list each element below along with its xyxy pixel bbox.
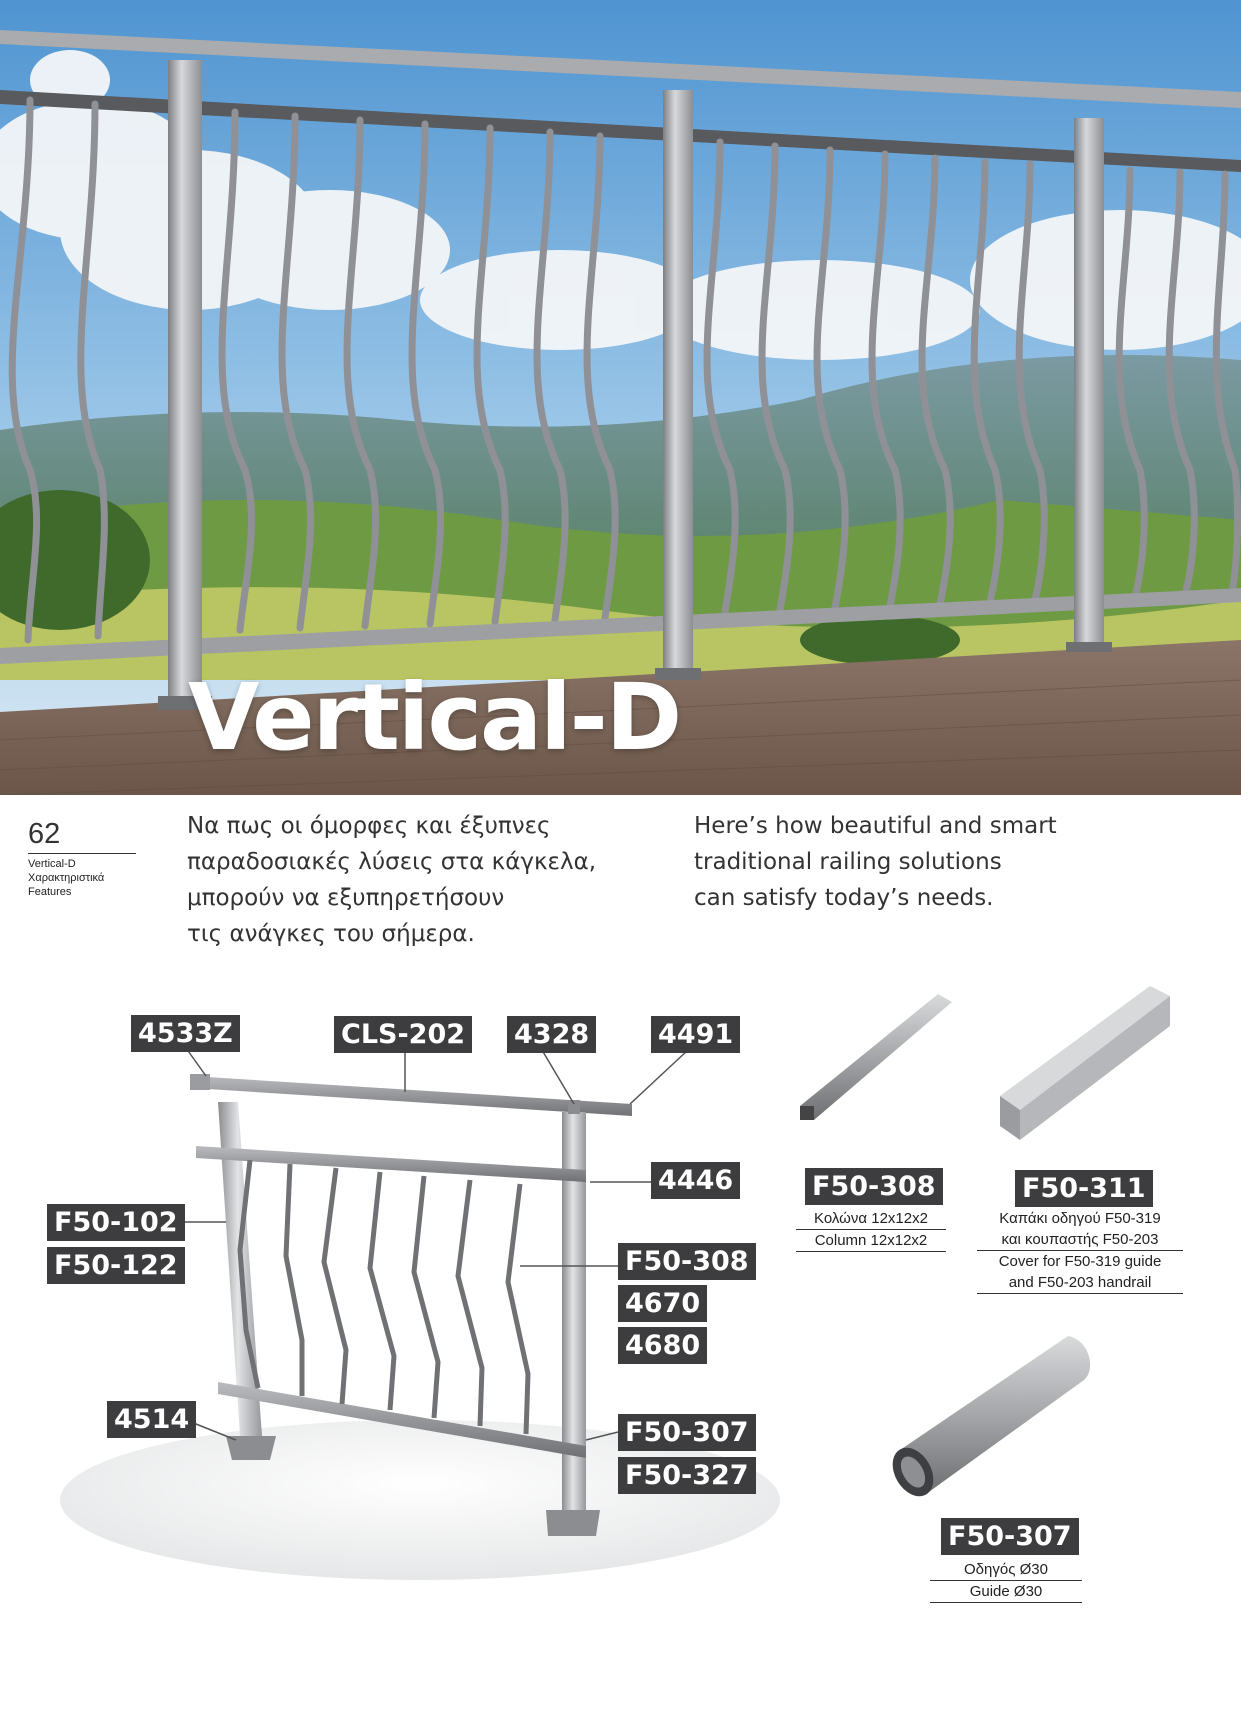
product-desc-f50-311	[977, 1208, 1183, 1294]
label-4446: 4446	[651, 1162, 740, 1199]
end-cap	[190, 1074, 210, 1090]
desc-line: Καπάκι οδηγού F50-319	[999, 1210, 1161, 1227]
label-f50-308: F50-308	[618, 1243, 756, 1280]
label-4514: 4514	[107, 1401, 196, 1438]
product-code-f50-307: F50-307	[941, 1518, 1079, 1555]
desc-line: Cover for F50-319 guide	[998, 1253, 1162, 1270]
product-desc-f50-308	[796, 1208, 946, 1252]
label-4491: 4491	[651, 1016, 740, 1053]
label-f50-102: F50-102	[47, 1204, 185, 1241]
product-desc-f50-307	[930, 1559, 1082, 1603]
intro-greek-line: Να πως οι όμορφες και έξυπνες	[187, 813, 551, 839]
label-4670: 4670	[618, 1285, 707, 1322]
label-cls-202: CLS-202	[334, 1016, 472, 1053]
label-4328: 4328	[507, 1016, 596, 1053]
intro-greek-line: τις ανάγκες του σήμερα.	[187, 921, 475, 947]
desc-line: Guide Ø30	[930, 1581, 1082, 1603]
product-code-f50-308: F50-308	[805, 1168, 943, 1205]
product-f50-308-drawing	[800, 994, 952, 1120]
intro-english	[694, 808, 1057, 916]
intro-greek-line: μπορούν να εξυπηρετήσουν	[187, 885, 505, 911]
label-4680: 4680	[618, 1327, 707, 1364]
desc-line: and F50-203 handrail	[977, 1272, 1183, 1294]
desc-line: Κολώνα 12x12x2	[796, 1208, 946, 1230]
product-code-f50-311: F50-311	[1015, 1170, 1153, 1207]
handrail	[192, 1076, 632, 1116]
hero-photo	[0, 0, 1241, 795]
label-f50-122: F50-122	[47, 1247, 185, 1284]
label-f50-307: F50-307	[618, 1414, 756, 1451]
product-f50-307-drawing	[884, 1336, 1090, 1504]
intro-english-line: Here’s how beautiful and smart	[694, 813, 1057, 839]
page-title: Vertical-D	[188, 664, 681, 771]
label-4533z: 4533Z	[131, 1015, 240, 1052]
divider	[28, 853, 136, 854]
post-cap	[568, 1100, 580, 1114]
intro-english-line: can satisfy today’s needs.	[694, 885, 994, 911]
upper-guide	[196, 1146, 586, 1182]
section-line-3: Features	[28, 886, 72, 898]
section-line-2: Χαρακτηριστικά	[28, 872, 105, 884]
intro-english-line: traditional railing solutions	[694, 849, 1002, 875]
section-line-1: Vertical-D	[28, 858, 76, 870]
intro-greek-line: παραδοσιακές λύσεις στα κάγκελα,	[187, 849, 597, 875]
product-f50-311-drawing	[1000, 986, 1170, 1140]
balusters	[240, 1160, 528, 1434]
desc-line: και κουπαστής F50-203	[977, 1229, 1183, 1251]
intro-greek	[187, 808, 596, 952]
label-f50-327: F50-327	[618, 1457, 756, 1494]
page-number: 62	[28, 818, 61, 850]
desc-line: Οδηγός Ø30	[930, 1559, 1082, 1581]
desc-line: Column 12x12x2	[796, 1230, 946, 1252]
right-base	[546, 1510, 600, 1536]
